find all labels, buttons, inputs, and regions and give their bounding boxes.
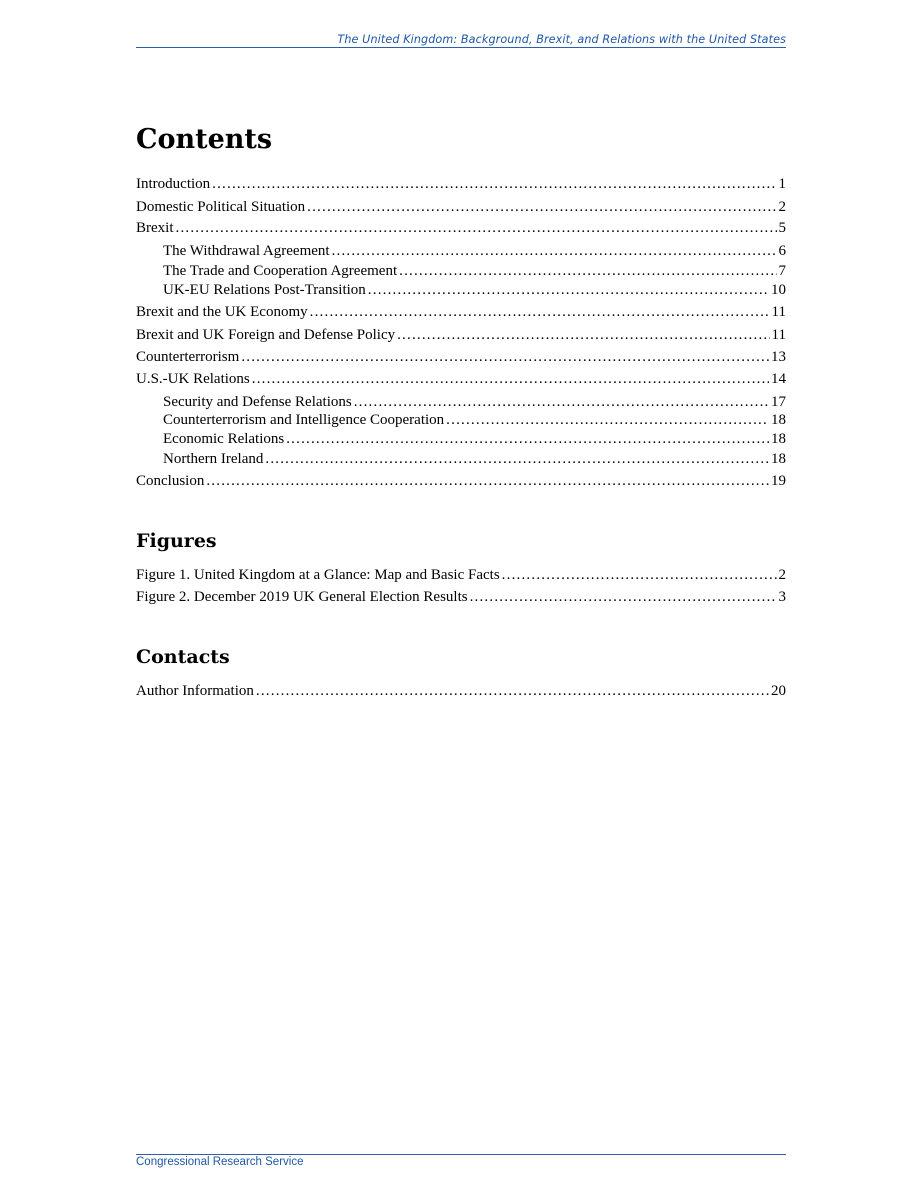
toc-entry-page: 3	[778, 589, 786, 605]
toc-entry-label: The Trade and Cooperation Agreement	[163, 263, 398, 279]
leader-dots	[368, 281, 769, 299]
leader-dots	[252, 370, 769, 388]
toc-subentry[interactable]	[163, 430, 786, 448]
toc-entry-page: 5	[778, 220, 786, 236]
toc-subentry[interactable]	[163, 393, 786, 411]
toc-entry-page: 17	[771, 394, 786, 410]
toc-entry-page: 13	[771, 349, 786, 365]
toc-entry-label: Figure 2. December 2019 UK General Election Results	[136, 589, 468, 605]
leader-dots	[286, 430, 769, 448]
toc-entry-page: 11	[771, 304, 786, 320]
toc-entry-label: U.S.-UK Relations	[136, 371, 250, 387]
toc-entry-page: 19	[771, 473, 786, 489]
leader-dots	[502, 566, 777, 584]
toc-entry[interactable]	[136, 326, 786, 344]
toc-entry-page: 2	[778, 567, 786, 583]
toc-entry[interactable]	[136, 175, 786, 193]
toc-entry-label: Author Information	[136, 683, 254, 699]
toc-subentry[interactable]	[163, 242, 786, 260]
toc-entry-label: UK-EU Relations Post-Transition	[163, 282, 366, 298]
toc-entry[interactable]	[136, 303, 786, 321]
running-header-title: The United Kingdom: Background, Brexit, and Relations with the United States	[337, 33, 786, 46]
figure-entry[interactable]	[136, 588, 786, 606]
toc-entry-label: Figure 1. United Kingdom at a Glance: Map and Basic Facts	[136, 567, 500, 583]
toc-entry-label: Counterterrorism	[136, 349, 240, 365]
contacts-heading: Contacts	[136, 646, 230, 668]
leader-dots	[176, 219, 777, 237]
leader-dots	[256, 682, 769, 700]
contents-heading: Contents	[136, 124, 273, 155]
toc-entry-page: 7	[778, 263, 786, 279]
toc-entry-page: 6	[778, 243, 786, 259]
toc-entry-page: 20	[771, 683, 786, 699]
toc-entry-page: 18	[771, 451, 786, 467]
toc-entry[interactable]	[136, 348, 786, 366]
running-header	[136, 33, 786, 48]
toc-entry-page: 10	[771, 282, 786, 298]
toc-entry-label: Domestic Political Situation	[136, 199, 306, 215]
leader-dots	[446, 411, 769, 429]
toc-entry-page: 1	[778, 176, 786, 192]
leader-dots	[212, 175, 776, 193]
figure-entry[interactable]	[136, 566, 786, 584]
toc-subentry[interactable]	[163, 411, 786, 429]
toc-entry-label: Northern Ireland	[163, 451, 264, 467]
toc-entry[interactable]	[136, 472, 786, 490]
footer-text: Congressional Research Service	[136, 1156, 304, 1168]
leader-dots	[354, 393, 769, 411]
toc-entry-page: 18	[771, 412, 786, 428]
leader-dots	[397, 326, 769, 344]
toc-entry-label: Introduction	[136, 176, 211, 192]
leader-dots	[470, 588, 777, 606]
toc-entry-label: Brexit and UK Foreign and Defense Policy	[136, 327, 396, 343]
toc-entry-page: 18	[771, 431, 786, 447]
toc-entry-label: Brexit and the UK Economy	[136, 304, 308, 320]
leader-dots	[265, 450, 769, 468]
toc-entry-label: Brexit	[136, 220, 174, 236]
toc-entry-label: Economic Relations	[163, 431, 285, 447]
toc-entry-label: The Withdrawal Agreement	[163, 243, 330, 259]
toc-entry[interactable]	[136, 198, 786, 216]
leader-dots	[399, 262, 776, 280]
toc-entry[interactable]	[136, 370, 786, 388]
toc-entry[interactable]	[136, 219, 786, 237]
running-footer	[136, 1154, 786, 1168]
toc-subentry[interactable]	[163, 281, 786, 299]
leader-dots	[310, 303, 770, 321]
figures-heading: Figures	[136, 530, 217, 552]
contact-entry[interactable]	[136, 682, 786, 700]
toc-entry-label: Conclusion	[136, 473, 205, 489]
leader-dots	[307, 198, 776, 216]
leader-dots	[241, 348, 769, 366]
leader-dots	[332, 242, 777, 260]
toc-entry-label: Counterterrorism and Intelligence Cooperation	[163, 412, 445, 428]
toc-subentry[interactable]	[163, 450, 786, 468]
toc-entry-page: 11	[771, 327, 786, 343]
toc-entry-page: 2	[778, 199, 786, 215]
toc-entry-page: 14	[771, 371, 786, 387]
toc-subentry[interactable]	[163, 262, 786, 280]
toc-entry-label: Security and Defense Relations	[163, 394, 352, 410]
leader-dots	[206, 472, 769, 490]
